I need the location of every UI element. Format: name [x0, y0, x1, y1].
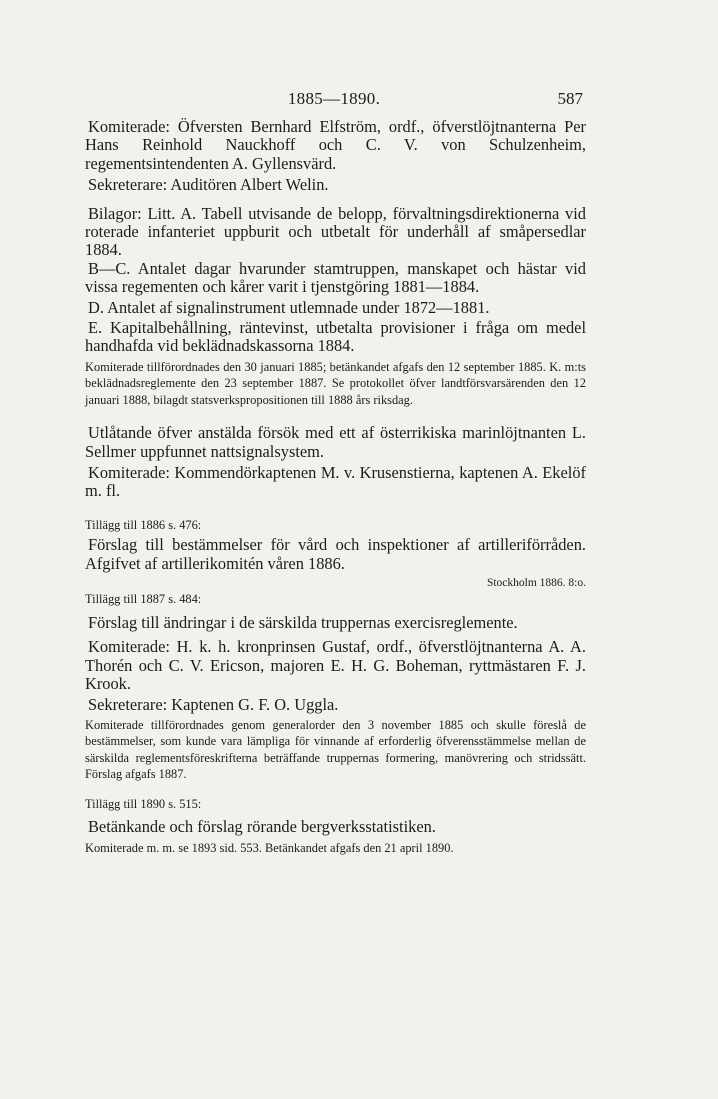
committee-note: Komiterade tillförordnades den 30 januari 1885; betänkandet afgafs den 12 september 1885. K. m:ts beklädnadsreglemente den 23 september 1887. Se protokollet öfver landtförsvarsärenden den 12 januari 1888, bilagdt statsverkspropositionen till 1888 års riksdag. — [85, 359, 586, 407]
committee-members-3: Komiterade: H. k. h. kronprinsen Gustaf, ordf., öfverstlöjtnanterna A. A. Thorén och C. V. Ericson, majoren E. H. G. Boheman, ryttmästaren F. J. Krook. — [85, 637, 586, 693]
header-years: 1885—1890. — [287, 89, 381, 108]
appendix-e: E. Kapitalbehållning, räntevinst, utbetalta provisioner i fråga om medel handhafda vid beklädnadskassorna 1884. — [85, 318, 586, 356]
committee-members: Komiterade: Öfversten Bernhard Elfström, ordf., öfverstlöjtnanterna Per Hans Reinhold Nauckhoff och C. V. von Schulzenheim, regementsintendenten A. Gyllensvärd. — [85, 117, 586, 173]
running-header — [85, 89, 583, 113]
statement-title: Utlåtande öfver anstälda försök med ett af österrikiska marinlöjtnanten L. Sellmer uppfunnet nattsignalsystem. — [85, 423, 586, 461]
imprint-stockholm: Stockholm 1886. 8:o. — [486, 576, 586, 589]
supplement-1890: Tillägg till 1890 s. 515: — [85, 797, 202, 812]
appendix-a: Bilagor: Litt. A. Tabell utvisande de belopp, förvaltningsdirektionerna vid roterade infanteriet uppburit och utbetalt för underhåll af småpersedlar 1884. — [85, 203, 586, 260]
committee-note-3: Komiterade m. m. se 1893 sid. 553. Betänkandet afgafs den 21 april 1890. — [85, 841, 454, 856]
supplement-1887: Tillägg till 1887 s. 484: — [85, 592, 202, 607]
report-mining: Betänkande och förslag rörande bergverksstatistiken. — [88, 816, 436, 836]
secretary-2: Sekreterare: Kaptenen G. F. O. Uggla. — [88, 695, 339, 715]
proposal-artillery: Förslag till bestämmelser för vård och inspektioner af artilleriförråden. Afgifvet af artillerikomitén våren 1886. — [85, 535, 586, 573]
committee-note-2: Komiterade tillförordnades genom generalorder den 3 november 1885 och skulle föreslå de bestämmelser, som kunde vara lämpliga för vinnande af erforderlig öfverensstämmelse mellan de särskilda reglementsföreskrifterna beträffande truppernas formering, manövrering och stridssätt. Förslag afgafs 1887. — [85, 717, 586, 781]
committee-members-2: Komiterade: Kommendörkaptenen M. v. Krusenstierna, kaptenen A. Ekelöf m. fl. — [85, 462, 586, 501]
supplement-1886: Tillägg till 1886 s. 476: — [85, 517, 202, 532]
appendix-b-c: B—C. Antalet dagar hvarunder stamtruppen, manskapet och hästar vid vissa regementen och kårer varit i tjenstgöring 1881—1884. — [85, 258, 586, 297]
page-body — [85, 118, 586, 857]
appendix-d: D. Antalet af signalinstrument utlemnade under 1872—1881. — [88, 297, 490, 317]
proposal-exercise: Förslag till ändringar i de särskilda truppernas exercisreglemente. — [88, 612, 518, 632]
page-number: 587 — [557, 89, 583, 108]
secretary: Sekreterare: Auditören Albert Welin. — [88, 175, 329, 195]
